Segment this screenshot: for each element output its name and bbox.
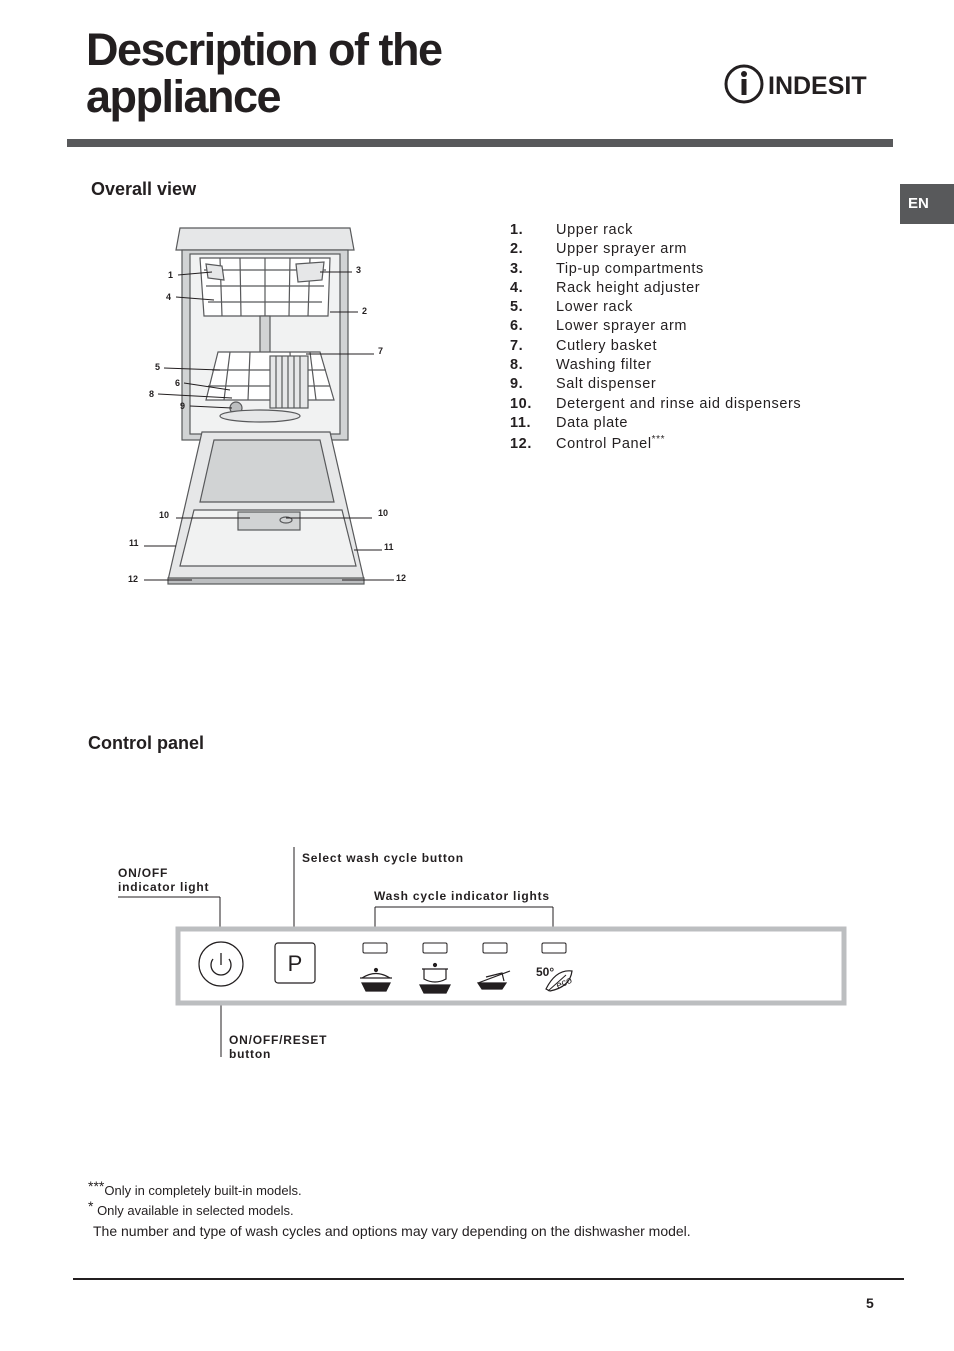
logo-text: INDESIT bbox=[768, 72, 867, 100]
callout-12-left: 12 bbox=[128, 574, 139, 584]
onoff-reset-button[interactable] bbox=[199, 942, 243, 986]
cycle-light-4 bbox=[542, 943, 566, 953]
p-label: P bbox=[287, 951, 303, 976]
eco-temp-label: 50° bbox=[536, 965, 555, 979]
indesit-logo bbox=[722, 62, 882, 108]
parts-list bbox=[510, 222, 870, 454]
callout-8: 8 bbox=[149, 389, 155, 399]
overall-view-heading: Overall view bbox=[91, 179, 197, 199]
cycle-light-1 bbox=[363, 943, 387, 953]
list-item: 7. Cutlery basket bbox=[510, 337, 658, 354]
select-wash-cycle-button[interactable] bbox=[275, 943, 315, 983]
cycle-light-2 bbox=[423, 943, 447, 953]
callout-12-right: 12 bbox=[396, 573, 407, 583]
control-panel-diagram bbox=[110, 845, 850, 1065]
list-item: 5. Lower rack bbox=[510, 299, 633, 316]
eco-label: eco bbox=[554, 974, 574, 992]
footnote-selected-models: * Only available in selected models. bbox=[88, 1198, 294, 1218]
list-item: 8. Washing filter bbox=[510, 357, 652, 374]
list-item: 3. Tip-up compartments bbox=[510, 260, 704, 277]
footer-divider bbox=[73, 1278, 904, 1280]
title-line-1: Description of the bbox=[86, 24, 442, 75]
callout-5: 5 bbox=[155, 362, 161, 372]
footnote-variation: The number and type of wash cycles and options may vary depending on the dishwasher model. bbox=[93, 1223, 691, 1239]
dishwasher-diagram bbox=[120, 220, 420, 592]
callout-6: 6 bbox=[175, 378, 181, 388]
list-item: 1. Upper rack bbox=[510, 222, 633, 238]
list-item: 6. Lower sprayer arm bbox=[510, 318, 688, 335]
title-divider bbox=[67, 139, 893, 147]
wash-lights-callout: Wash cycle indicator lights bbox=[374, 889, 550, 903]
callout-3: 3 bbox=[356, 265, 362, 275]
list-item: 2. Upper sprayer arm bbox=[510, 241, 688, 258]
title-line-2: appliance bbox=[86, 71, 281, 122]
callout-11-left: 11 bbox=[129, 538, 139, 548]
list-item: 9. Salt dispenser bbox=[510, 376, 657, 393]
cycle-light-3 bbox=[483, 943, 507, 953]
callout-1: 1 bbox=[168, 270, 174, 280]
callout-10-left: 10 bbox=[159, 510, 170, 520]
callout-11-right: 11 bbox=[384, 542, 394, 552]
list-item: 12. Control Panel*** bbox=[510, 434, 666, 453]
select-cycle-callout: Select wash cycle button bbox=[302, 851, 464, 865]
page-number: 5 bbox=[866, 1295, 874, 1311]
callout-9: 9 bbox=[180, 401, 186, 411]
callout-4: 4 bbox=[166, 292, 172, 302]
onoff-indicator-callout: ON/OFF indicator light bbox=[118, 866, 210, 894]
list-item: 4. Rack height adjuster bbox=[510, 279, 701, 296]
footnote-built-in: ***Only in completely built-in models. bbox=[88, 1178, 302, 1198]
control-panel-heading: Control panel bbox=[88, 733, 204, 753]
callout-7: 7 bbox=[378, 346, 384, 356]
callout-10-right: 10 bbox=[378, 508, 389, 518]
list-item: 11. Data plate bbox=[510, 414, 629, 431]
list-item: 10. Detergent and rinse aid dispensers bbox=[510, 395, 802, 412]
reset-button-callout: ON/OFF/RESET button bbox=[229, 1033, 328, 1061]
page-title bbox=[86, 26, 606, 120]
language-tab: EN bbox=[900, 184, 954, 224]
callout-2: 2 bbox=[362, 306, 368, 316]
